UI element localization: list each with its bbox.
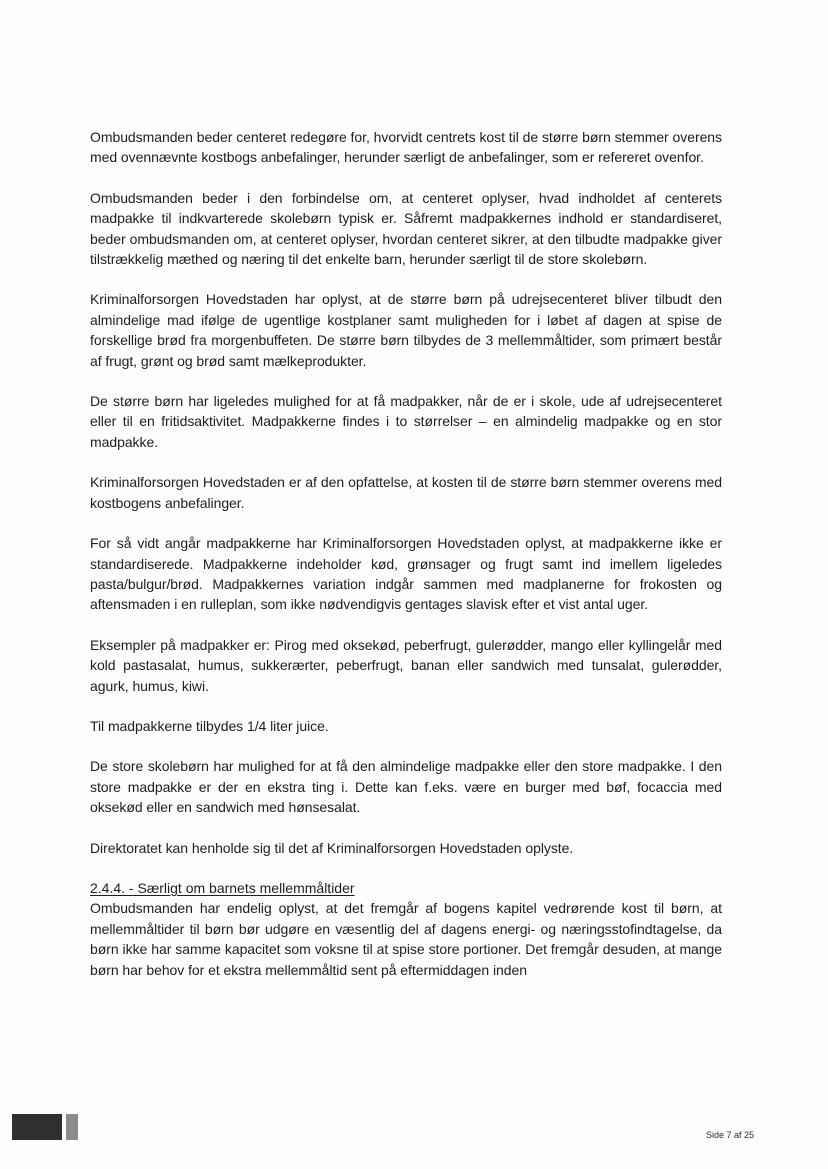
paragraph-2: Ombudsmanden beder i den forbindelse om, at centeret oplyser, hvad indholdet af centerets madpakke til indkvarterede skolebørn typisk er. Såfremt madpakkernes indhold er standardiseret, beder ombudsmanden om, at centeret oplyser, hvordan centeret sikrer, at den tilbudte madpakke giver tilstrækkelig mæthed og næring til det enkelte barn, herunder særligt til de store skolebørn. xyxy=(90,189,722,268)
paragraph-1: Ombudsmanden beder centeret redegøre for, hvorvidt centrets kost til de større børn stemmer overens med ovennævnte kostbogs anbefalinger, herunder særligt de anbefalinger, som er refereret ovenfor. xyxy=(90,129,722,166)
paragraph-4: De større børn har ligeledes mulighed for at få madpakker, når de er i skole, ude af udrejsecenteret eller til en fritidsaktivitet. Madpakkerne findes i to størrelser – en almindelig madpakke og en stor madpakke. xyxy=(90,393,722,450)
paragraph-8: Til madpakkerne tilbydes 1/4 liter juice. xyxy=(90,717,329,734)
paragraph-5: Kriminalforsorgen Hovedstaden er af den opfattelse, at kosten til de større børn stemmer overens med kostbogens anbefalinger. xyxy=(90,474,722,511)
page-number: Side 7 af 25 xyxy=(706,1130,755,1140)
section-paragraph: Ombudsmanden har endelig oplyst, at det fremgår af bogens kapitel vedrørende kost til børn, at mellemmåltider til børn bør udgøre en væsentlig del af dagens energi- og næringsstofindtagelse, da børn ikke har samme kapacitet som voksne til at spise store portioner. Det fremgår desuden, at mange børn har behov for et ekstra mellemmåltid sent på eftermiddagen inden xyxy=(90,900,722,978)
paragraph-7: Eksempler på madpakker er: Pirog med oksekød, peberfrugt, gulerødder, mango eller kyllingelår med kold pastasalat, humus, sukkerærter, peberfrugt, banan eller sandwich med tunsalat, gulerødder, agurk, humus, kiwi. xyxy=(90,636,722,694)
document-body xyxy=(90,127,722,980)
section-heading: 2.4.4. - Særligt om barnets mellemmåltider xyxy=(90,879,355,896)
paragraph-6: For så vidt angår madpakkerne har Kriminalforsorgen Hovedstaden oplyst, at madpakkerne ikke er standardiserede. Madpakkerne indeholder kød, grønsager og frugt samt ind imellem ligeledes pasta/bulgur/brød. Madpakkernes variation indgår sammen med madplanerne for frokosten og aftensmaden i en rulleplan, som ikke nødvendigvis gentages slavisk efter et vist antal uger. xyxy=(90,535,722,613)
paragraph-10: Direktoratet kan henholde sig til det af Kriminalforsorgen Hovedstaden oplyste. xyxy=(90,839,574,856)
footer-logo-accent xyxy=(66,1114,78,1140)
paragraph-3: Kriminalforsorgen Hovedstaden har oplyst, at de større børn på udrejsecenteret bliver tilbudt den almindelige mad ifølge de ugentlige kostplaner samt muligheden for i løbet af dagen at spise de forskellige brød fra morgenbuffeten. De større børn tilbydes de 3 mellemmåltider, som primært består af frugt, grønt og brød samt mælkeprodukter. xyxy=(90,291,722,369)
footer-logo-block xyxy=(12,1114,62,1140)
paragraph-9: De store skolebørn har mulighed for at få den almindelige madpakke eller den store madpakke. I den store madpakke er der en ekstra ting i. Dette kan f.eks. være en burger med bøf, focaccia med oksekød eller en sandwich med hønsesalat. xyxy=(90,758,722,816)
